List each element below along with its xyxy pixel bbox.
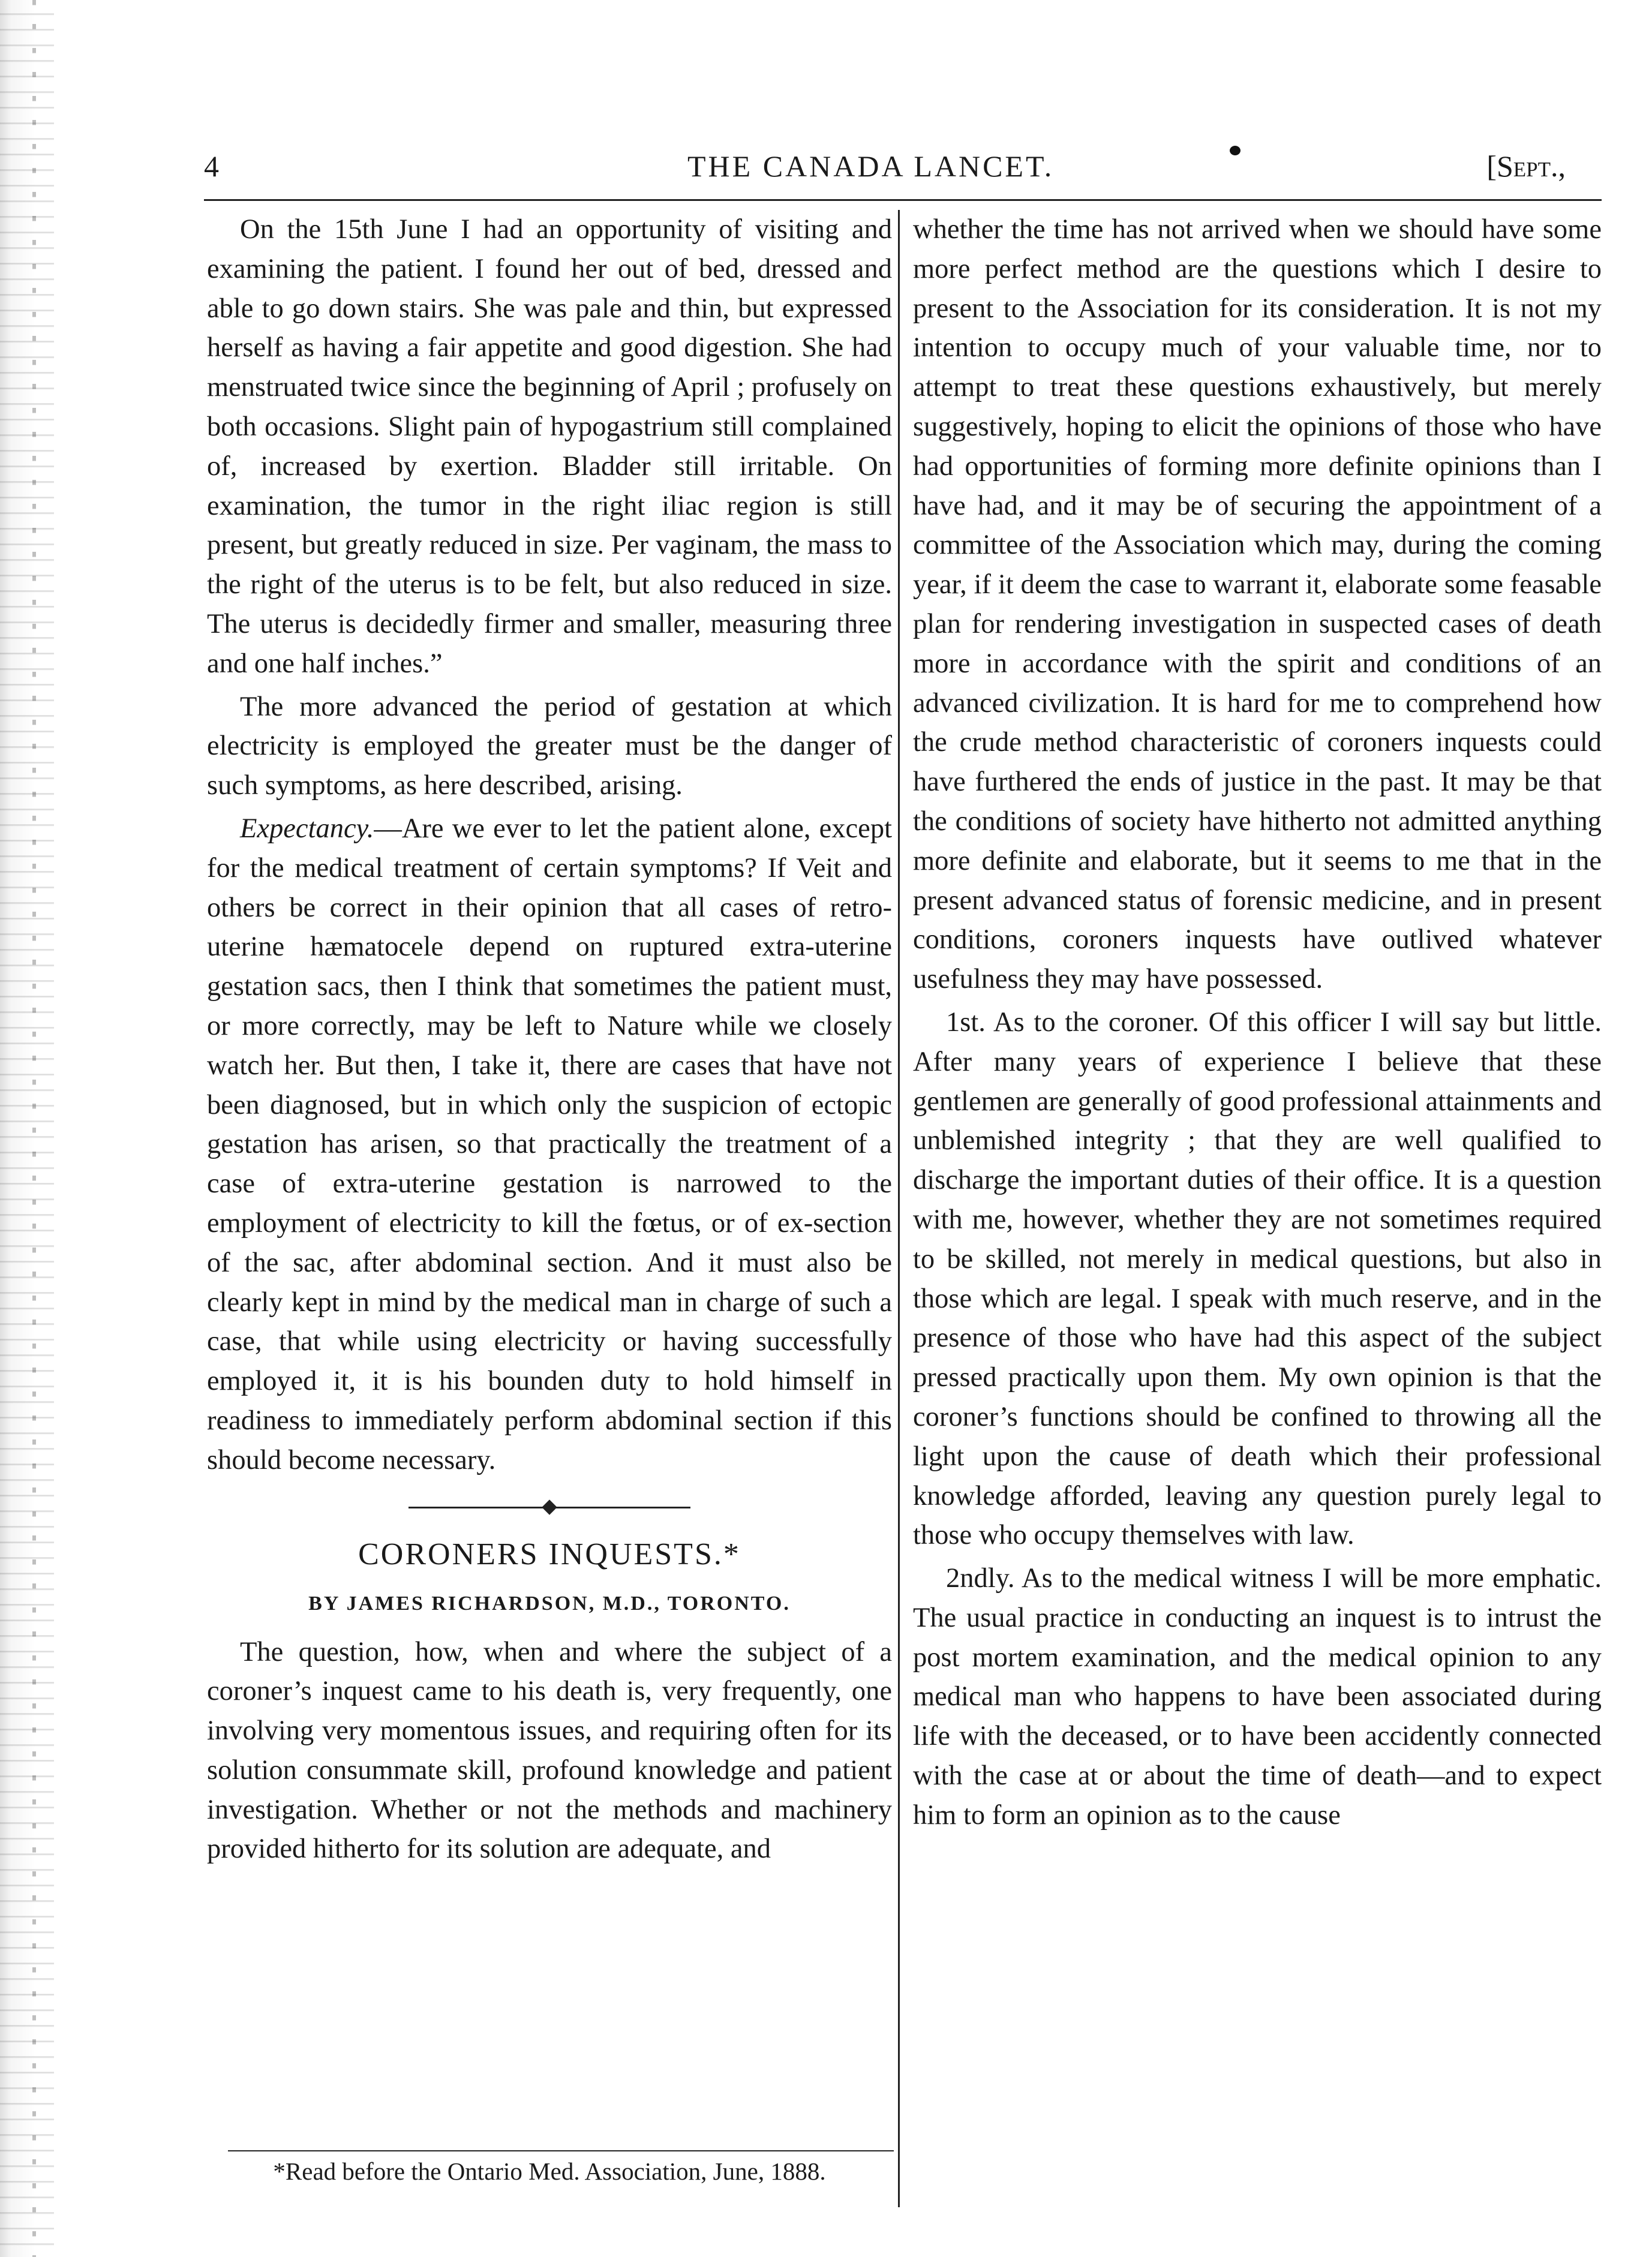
page-number: 4 (204, 149, 219, 183)
journal-title: THE CANADA LANCET. (687, 149, 1055, 183)
paragraph-continuation: whether the time has not arrived when we should have some more perfect method are the questions which I desire to present to the Association for its consideration. It is not my intention to occupy much of your valuable time, nor to attempt to treat these questions exhaustively, but merely suggestively, hoping to elicit the opinions of those who have had opportunities of forming more definite opinions than I have had, and it may be of securing the appointment of a committee of the Association which may, during the coming year, if it deem the case to warrant it, elaborate some feasable plan for rendering investigation in suspected cases of death more in accordance with the spirit and conditions of an advanced civilization. It is hard for me to comprehend how the crude method characteristic of coroners inquests could have furthered the ends of justice in the past. It may be that the conditions of society have hitherto not admitted anything more definite and elaborate, but it seems to me that in the present advanced status of forensic medicine, and in present conditions, coroners inquests have outlived whatever usefulness they may have possessed. (913, 214, 1602, 995)
article-intro: The question, how, when and where the subject of a coroner’s inquest came to his death is, very frequently, one involving very momentous issues, and requiring often for its solution consummate skill, profound knowledge and patient investigation. Whether or not the methods and machinery provided hitherto for its solution are adequate, and (207, 1636, 892, 1865)
column-divider (898, 210, 900, 2207)
header-rule (204, 199, 1602, 201)
expectancy-text: —Are we ever to let the patient alone, except for the medical treatment of certain symptoms? If Veit and others be correct in their opinion that all cases of retro-uterine hæmatocele depend on ruptured extra-uterine gestation sacs, then I think that sometimes the patient must, or more correctly, may be left to Nature while we closely watch her. But then, I take it, there are cases that have not been diagnosed, but in which only the suspicion of ectopic gestation has arisen, so that practically the treatment of a case of extra-uterine gestation is narrowed to the employment of electricity to kill the fœtus, or of ex-section of the sac, after abdominal section. And it must also be clearly kept in mind by the medical man in charge of such a case, that while using electricity or having successfully employed it, it is his bounden duty to hold himself in readiness to immediately perform abdominal section if this should become necessary. (207, 813, 892, 1475)
footnote: *Read before the Ontario Med. Association, June, 1888. (273, 2157, 826, 2185)
paragraph-gestation: The more advanced the period of gestation at which electricity is employed the greater must be the danger of such symptoms, as here described, arising. (207, 691, 892, 801)
paragraph-medical-witness: 2ndly. As to the medical witness I will be more emphatic. The usual practice in conducting an inquest is to intrust the post mortem examination, and the medical opinion to any medical man who happens to have been associated during life with the deceased, or to have been accidently connected with the case at or about the time of death—and to expect him to form an opinion as to the cause (913, 1563, 1602, 1831)
issue-date: [Sept., (1486, 149, 1566, 183)
right-column (913, 210, 1602, 1839)
section-ornament (409, 1498, 690, 1516)
running-header (204, 149, 1566, 197)
left-column (207, 210, 892, 1873)
footnote-rule (228, 2150, 894, 2151)
scan-gutter-shadow (0, 0, 54, 2257)
expectancy-heading: Expectancy. (240, 813, 374, 844)
paragraph-coroner: 1st. As to the coroner. Of this officer I will say but little. After many years of experience I believe that these gentlemen are generally of good professional attainments and unblemished integrity ; that they are well qualified to discharge the important duties of their office. It is a question with me, however, whether they are not sometimes required to be skilled, not merely in medical questions, but also in those which are legal. I speak with much reserve, and in the presence of those who have had this aspect of the subject pressed practically upon them. My own opinion is that the coroner’s functions should be confined to throwing all the light upon the cause of death which their professional knowledge afforded, leaving any question purely legal to those who occupy themselves with law. (913, 1006, 1602, 1551)
paragraph-case-report: On the 15th June I had an opportunity of visiting and examining the patient. I found her out of bed, dressed and able to go down stairs. She was pale and thin, but expressed herself as having a fair appetite and good digestion. She had menstruated twice since the beginning of April ; profusely on both occasions. Slight pain of hypogastrium still complained of, increased by exertion. Bladder still irritable. On examination, the tumor in the right iliac region is still present, but greatly reduced in size. Per vaginam, the mass to the right of the uterus is to be felt, but also reduced in size. The uterus is decidedly firmer and smaller, measuring three and one half inches.” (207, 214, 892, 679)
ornament-diamond-icon (542, 1499, 557, 1514)
paragraph-expectancy (207, 809, 892, 1480)
ink-spot (1230, 146, 1240, 155)
scan-gutter-marks (32, 0, 36, 2257)
article-byline: BY JAMES RICHARDSON, M.D., TORONTO. (308, 1592, 791, 1615)
article-title: CORONERS INQUESTS.* (358, 1537, 741, 1571)
